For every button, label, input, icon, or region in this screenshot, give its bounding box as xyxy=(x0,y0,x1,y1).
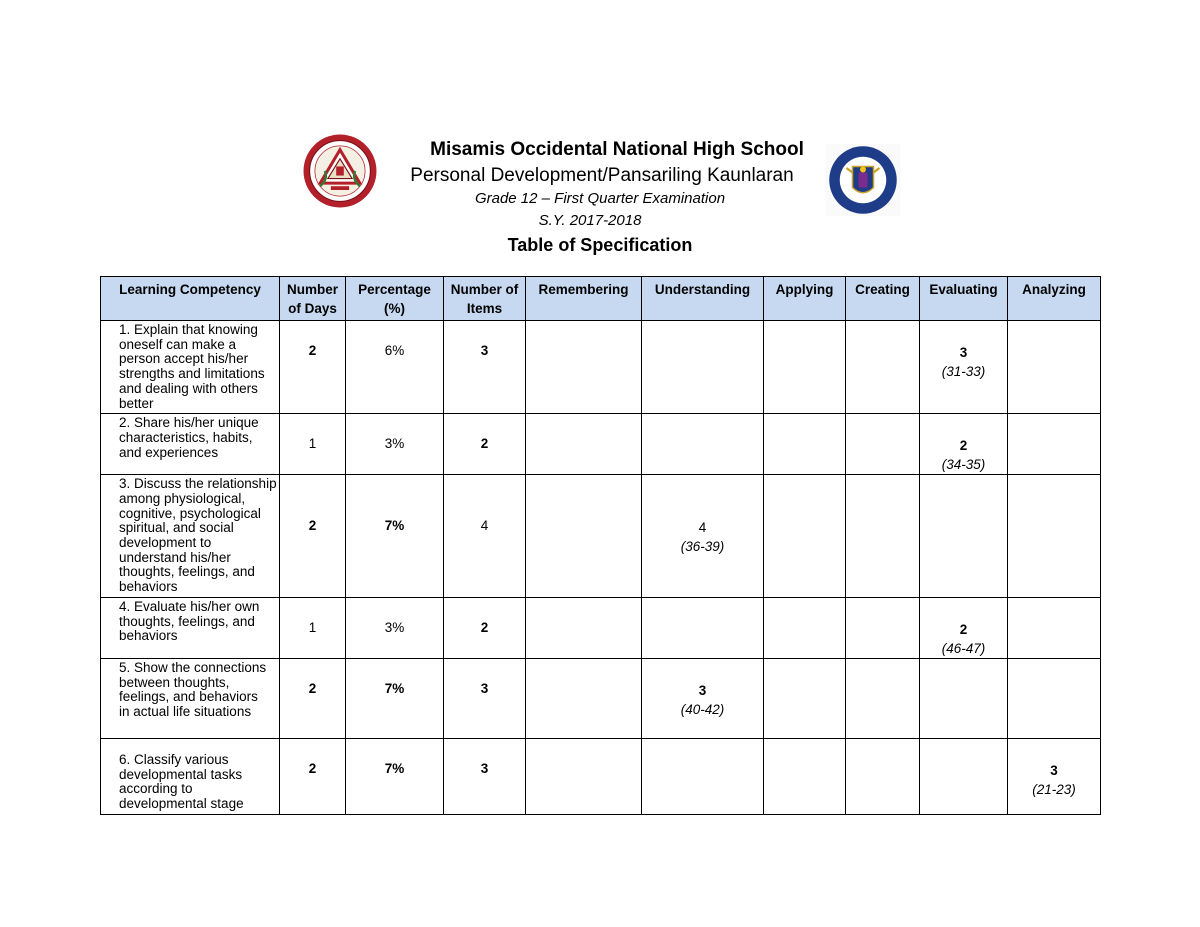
evaluating-cell xyxy=(920,321,1008,414)
understanding-count xyxy=(642,598,763,620)
days-cell: 2 xyxy=(280,738,346,814)
remembering-cell xyxy=(526,738,642,814)
analyzing-count xyxy=(1008,475,1100,497)
exam-title: Grade 12 – First Quarter Examination xyxy=(474,190,726,207)
evaluating-cell xyxy=(920,658,1008,738)
items-cell: 3 xyxy=(444,738,526,814)
applying-cell xyxy=(764,475,846,598)
competency-cell: 3. Discuss the relationship among physiological, cognitive, psychological spiritual, and social development to understand his/her thoughts, feelings, and behaviors xyxy=(101,475,280,598)
analyzing-count: 3 xyxy=(1050,762,1058,778)
percentage-cell: 3% xyxy=(346,597,444,658)
evaluating-cell xyxy=(920,597,1008,658)
analyzing-cell xyxy=(1008,321,1101,414)
header-competency: Learning Competency xyxy=(101,277,280,321)
understanding-cell xyxy=(642,597,764,658)
header-analyzing: Analyzing xyxy=(1008,277,1101,321)
evaluating-count: 2 xyxy=(959,621,968,637)
header-evaluating: Evaluating xyxy=(920,277,1008,321)
days-cell: 1 xyxy=(280,414,346,475)
table-header-row xyxy=(101,277,1101,321)
remembering-cell xyxy=(526,597,642,658)
understanding-range: (36-39) xyxy=(680,539,725,555)
understanding-cell xyxy=(642,738,764,814)
header-creating: Creating xyxy=(846,277,920,321)
evaluating-count xyxy=(920,475,1007,497)
analyzing-cell xyxy=(1008,597,1101,658)
creating-cell xyxy=(846,321,920,414)
table-row xyxy=(101,597,1101,658)
days-cell: 2 xyxy=(280,475,346,598)
evaluating-count: 2 xyxy=(959,438,968,454)
evaluating-range: (46-47) xyxy=(941,640,986,656)
competency-cell: 1. Explain that knowing oneself can make a person accept his/her strengths and limitations and dealing with others better xyxy=(101,321,280,414)
evaluating-range: (31-33) xyxy=(941,364,986,379)
days-cell: 2 xyxy=(280,321,346,414)
understanding-count: 3 xyxy=(698,682,707,698)
competency-cell: 6. Classify various developmental tasks according to developmental stage xyxy=(101,738,280,814)
days-cell: 1 xyxy=(280,597,346,658)
specification-table xyxy=(100,276,1101,815)
creating-cell xyxy=(846,597,920,658)
understanding-range: (40-42) xyxy=(680,701,725,717)
competency-cell: 2. Share his/her unique characteristics, habits, and experiences xyxy=(101,414,280,475)
subject-title: Personal Development/Pansariling Kaunlaran xyxy=(410,165,794,186)
creating-cell xyxy=(846,475,920,598)
evaluating-cell xyxy=(920,414,1008,475)
remembering-cell xyxy=(526,658,642,738)
remembering-cell xyxy=(526,414,642,475)
understanding-count xyxy=(642,739,763,761)
document-title: Table of Specification xyxy=(507,235,693,255)
days-cell: 2 xyxy=(280,658,346,738)
items-cell: 3 xyxy=(444,321,526,414)
table-row xyxy=(101,738,1101,814)
analyzing-count xyxy=(1008,321,1100,343)
items-cell: 2 xyxy=(444,597,526,658)
table-row xyxy=(101,414,1101,475)
evaluating-count: 3 xyxy=(959,345,968,360)
header-understanding: Understanding xyxy=(642,277,764,321)
competency-cell: 5. Show the connections between thoughts, feelings, and behaviors in actual life situations xyxy=(101,658,280,738)
analyzing-cell xyxy=(1008,738,1101,814)
creating-cell xyxy=(846,658,920,738)
items-cell: 4 xyxy=(444,475,526,598)
header-remembering: Remembering xyxy=(526,277,642,321)
remembering-cell xyxy=(526,321,642,414)
percentage-cell: 7% xyxy=(346,475,444,598)
header-days: Number of Days xyxy=(280,277,346,321)
applying-cell xyxy=(764,321,846,414)
percentage-cell: 7% xyxy=(346,658,444,738)
analyzing-cell xyxy=(1008,414,1101,475)
analyzing-range: (21-23) xyxy=(1032,781,1076,797)
items-cell: 2 xyxy=(444,414,526,475)
items-cell: 3 xyxy=(444,658,526,738)
understanding-count xyxy=(642,414,763,436)
table-row xyxy=(101,475,1101,598)
creating-cell xyxy=(846,414,920,475)
school-year: S.Y. 2017-2018 xyxy=(538,212,642,229)
evaluating-cell xyxy=(920,738,1008,814)
understanding-count: 4 xyxy=(698,520,707,536)
creating-cell xyxy=(846,738,920,814)
understanding-cell xyxy=(642,658,764,738)
table-row xyxy=(101,321,1101,414)
understanding-cell xyxy=(642,414,764,475)
applying-cell xyxy=(764,597,846,658)
evaluating-count xyxy=(920,739,1007,761)
percentage-cell: 7% xyxy=(346,738,444,814)
applying-cell xyxy=(764,658,846,738)
analyzing-count xyxy=(1008,598,1100,620)
understanding-count xyxy=(642,321,763,343)
percentage-cell: 6% xyxy=(346,321,444,414)
applying-cell xyxy=(764,738,846,814)
evaluating-count xyxy=(920,659,1007,681)
evaluating-range: (34-35) xyxy=(941,457,986,473)
analyzing-count xyxy=(1008,414,1100,436)
understanding-cell xyxy=(642,321,764,414)
understanding-cell xyxy=(642,475,764,598)
remembering-cell xyxy=(526,475,642,598)
table-row xyxy=(101,658,1101,738)
header-applying: Applying xyxy=(764,277,846,321)
header-items: Number of Items xyxy=(444,277,526,321)
header-percentage: Percentage (%) xyxy=(346,277,444,321)
analyzing-cell xyxy=(1008,475,1101,598)
evaluating-cell xyxy=(920,475,1008,598)
analyzing-cell xyxy=(1008,658,1101,738)
school-name: Misamis Occidental National High School xyxy=(430,139,804,160)
applying-cell xyxy=(764,414,846,475)
analyzing-count xyxy=(1008,659,1100,681)
percentage-cell: 3% xyxy=(346,414,444,475)
competency-cell: 4. Evaluate his/her own thoughts, feelings, and behaviors xyxy=(101,597,280,658)
